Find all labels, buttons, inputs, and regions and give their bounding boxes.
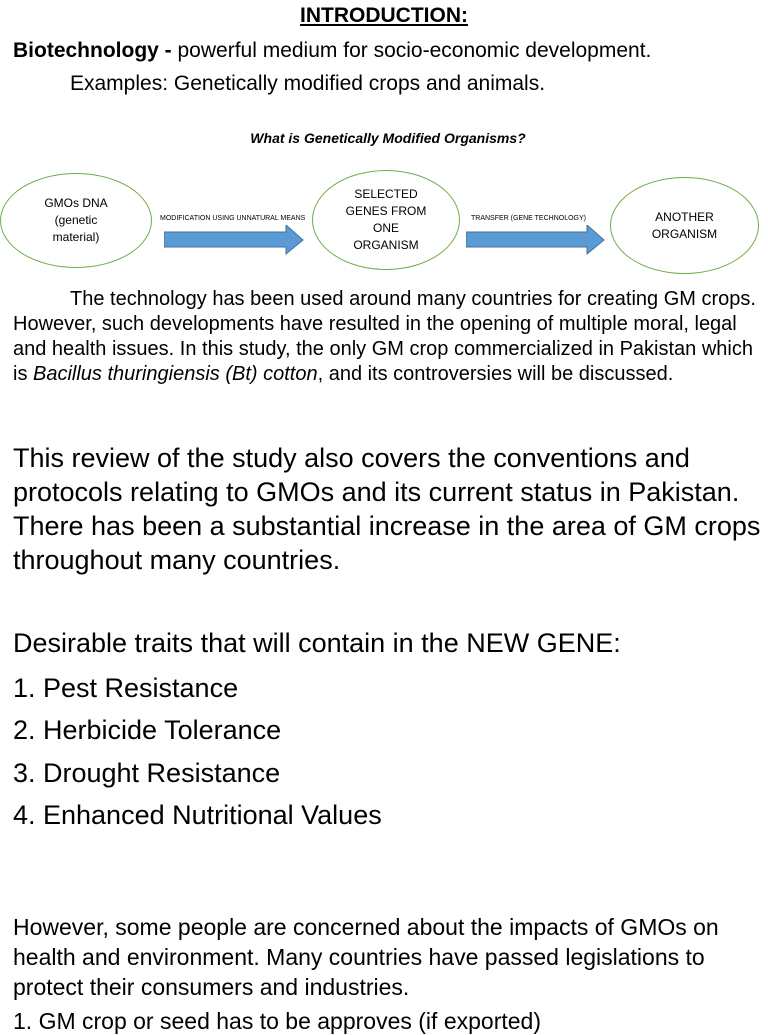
page-heading: INTRODUCTION:	[300, 4, 468, 27]
examples-line: Examples: Genetically modified crops and animals.	[70, 72, 546, 95]
para1-text-end: , and its controversies will be discussed.	[317, 363, 674, 385]
paragraph-review: This review of the study also covers the conventions and protocols relating to GMOs and its current status in Pakistan. There has been a substantial increase in the area of GM crops throughout many countries.	[13, 443, 761, 575]
traits-heading: Desirable traits that will contain in the NEW GENE:	[13, 628, 621, 658]
biotech-term: Biotechnology -	[13, 39, 178, 62]
arrow-transfer	[466, 225, 606, 255]
arrow-modification	[164, 225, 304, 255]
node-line: GENES FROM	[345, 204, 427, 218]
diagram-title: What is Genetically Modified Organisms?	[250, 130, 526, 146]
list-number: 3.	[13, 758, 36, 788]
list-item	[13, 673, 238, 704]
list-label: Drought Resistance	[43, 758, 281, 788]
para1-text: The technology has been used around many countries for creating GM crops. However, such developments have resulted in the opening of multiple moral, legal and health issues. In this study, the only GM crop commercialized in Pakistan which is	[13, 288, 756, 385]
arrow-label-transfer: TRANSFER (GENE TECHNOLOGY)	[471, 215, 586, 222]
list-item	[13, 758, 280, 789]
list-item	[13, 800, 382, 831]
node-line: ANOTHER	[655, 209, 714, 224]
node-line: ONE	[372, 221, 399, 235]
node-line: (genetic	[54, 213, 98, 227]
arrow-label-modification: MODIFICATION USING UNNATURAL MEANS	[160, 215, 306, 222]
diagram-node-gmo-dna	[0, 173, 152, 268]
list-number: 1.	[13, 673, 36, 703]
list-label: Herbicide Tolerance	[43, 715, 282, 745]
list-number: 4.	[13, 800, 36, 830]
node-line: SELECTED	[354, 187, 418, 201]
paragraph-technology	[13, 287, 765, 387]
node-line: GMOs DNA	[44, 196, 108, 210]
list-label: Enhanced Nutritional Values	[43, 800, 382, 830]
diagram-node-selected-genes	[312, 170, 460, 270]
paragraph-concerns: However, some people are concerned about the impacts of GMOs on health and environment. Many countries have passed legislations to protect their consumers and industries.	[13, 914, 719, 1000]
cutoff-line: 1. GM crop or seed has to be approves (if exported)	[13, 1008, 541, 1034]
biotech-line	[13, 39, 651, 63]
list-label: Pest Resistance	[43, 673, 239, 703]
node-line: ORGANISM	[353, 238, 419, 252]
biotech-definition: powerful medium for socio-economic development.	[177, 39, 652, 62]
para1-italic: Bacillus thuringiensis (Bt) cotton	[33, 363, 318, 385]
list-item	[13, 715, 281, 746]
node-line: ORGANISM	[651, 226, 718, 241]
list-number: 2.	[13, 715, 36, 745]
diagram-node-another-organism	[610, 177, 759, 274]
node-line: material)	[52, 230, 100, 244]
